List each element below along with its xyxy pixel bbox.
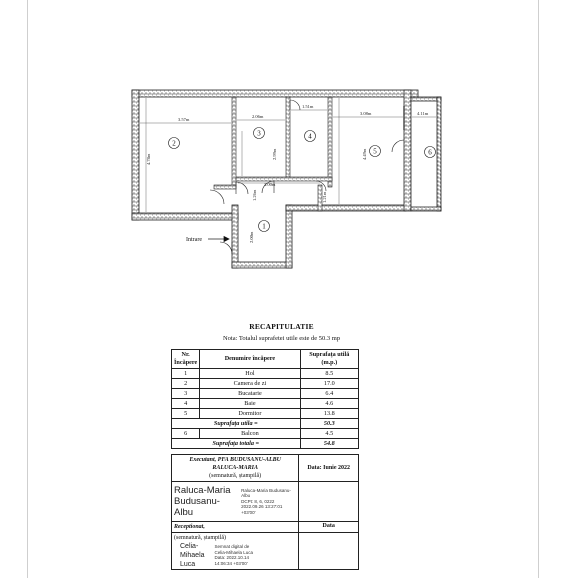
dim-label: 1.21m — [322, 191, 327, 203]
receiver-name: Luca — [180, 561, 196, 568]
executant-signature-cell — [172, 482, 299, 522]
cell-name: Dormitor — [200, 409, 300, 419]
cell-area: 4.6 — [300, 399, 358, 409]
dim-label: 4.78m — [146, 153, 151, 165]
digital-sign-line: 14:06:34 +03'00' — [214, 560, 248, 566]
room-number: 3 — [257, 129, 261, 138]
cell-name: Camera de zi — [200, 379, 300, 389]
room-number: 1 — [262, 222, 266, 231]
table-row — [172, 379, 359, 389]
signature-note: (semnatură, ștampilă) — [174, 535, 226, 541]
cell-name: Bucatarie — [200, 389, 300, 399]
room-number: 5 — [373, 147, 377, 156]
cell-area: 4.5 — [300, 429, 358, 439]
recap-table — [171, 349, 359, 449]
dim-label: 1.51m — [302, 104, 314, 109]
receptionat-cell — [172, 522, 299, 533]
dim-label: 2.99m — [272, 148, 277, 160]
dim-label: 2.00m — [249, 231, 254, 243]
total-area-label: Suprafața totala = — [172, 439, 301, 449]
digital-sign-line: Raluca-Maria Budusanu- — [241, 487, 291, 493]
dim-label: 3.57m — [178, 117, 190, 122]
digital-sign-line: DCPt: 8, 6, 0222 — [241, 498, 275, 504]
empty-cell — [299, 482, 359, 522]
dim-label: 3.00m — [264, 182, 276, 187]
entrance-arrow-icon — [208, 237, 229, 242]
col-header-nr: Nr. Încăpere — [172, 350, 200, 369]
cell-nr: 1 — [172, 369, 200, 379]
cell-nr: 3 — [172, 389, 200, 399]
receiver-name: Celia- — [180, 543, 199, 550]
useful-area-row — [172, 419, 359, 429]
cell-nr: 5 — [172, 409, 200, 419]
cell-name: Balcon — [200, 429, 300, 439]
signature-note: (semnatură, ștampilă) — [209, 473, 262, 479]
room-number: 2 — [172, 139, 176, 148]
col-header-area: Suprafața utilă (m.p.) — [300, 350, 358, 369]
recap-title: RECAPITULATIE — [249, 322, 314, 331]
cell-area: 6.4 — [300, 389, 358, 399]
digital-sign-line: Celia-Mihaela Luca — [214, 549, 254, 555]
receiver-name: Mihaela — [180, 552, 205, 559]
dim-label: 2.06m — [252, 114, 264, 119]
cell-nr: 4 — [172, 399, 200, 409]
recap-note: Nota: Totalul suprafetei utile este de 50.3 mp — [222, 335, 341, 342]
cell-area: 8.5 — [300, 369, 358, 379]
cell-area: 17.0 — [300, 379, 358, 389]
table-row — [172, 399, 359, 409]
room-number: 6 — [428, 148, 432, 157]
cell-nr: 2 — [172, 379, 200, 389]
signer-name: Raluca-Maria — [174, 485, 231, 496]
cell-name: Hol — [200, 369, 300, 379]
digital-sign-line: 2022.09.26 13:27:01 +03'00' — [241, 504, 283, 515]
dim-label: 1.26m — [252, 189, 257, 201]
dim-label: 3.08m — [360, 111, 372, 116]
executant-line: Executant, PFA BUDUSANU-ALBU — [189, 457, 281, 463]
table-header-row — [172, 350, 359, 369]
executant-cell — [172, 455, 299, 482]
dim-label: 4.49m — [362, 148, 367, 160]
receptionat-signature-cell — [172, 533, 299, 570]
signature-table — [171, 454, 359, 570]
date-cell: Data: Iunie 2022 — [299, 455, 359, 482]
empty-cell — [299, 533, 359, 570]
useful-area-label: Suprafața utila = — [172, 419, 301, 429]
table-row — [172, 409, 359, 419]
table-row — [172, 369, 359, 379]
dim-label: 4.11m — [417, 111, 429, 116]
table-row — [172, 389, 359, 399]
cell-nr: 6 — [172, 429, 200, 439]
table-row — [172, 429, 359, 439]
cell-name: Baie — [200, 399, 300, 409]
receptionat-label: Receptionat, — [174, 524, 205, 530]
digital-sign-line: Data: 2022.10.14 — [214, 555, 250, 560]
executant-name: RALUCA-MARIA — [212, 465, 258, 471]
signer-surname: Budusanu-Albu — [174, 496, 220, 518]
cell-area: 13.8 — [300, 409, 358, 419]
useful-area-value: 50.3 — [300, 419, 358, 429]
data-column-header: Data — [299, 522, 359, 533]
digital-sign-line: Albu — [241, 493, 251, 499]
total-area-row — [172, 439, 359, 449]
col-header-name: Denumire încăpere — [200, 350, 300, 369]
room-number: 4 — [308, 132, 312, 141]
total-area-value: 54.8 — [300, 439, 358, 449]
digital-sign-line: Semnat digital de — [214, 544, 250, 549]
entrance-label: Intrare — [186, 237, 202, 243]
